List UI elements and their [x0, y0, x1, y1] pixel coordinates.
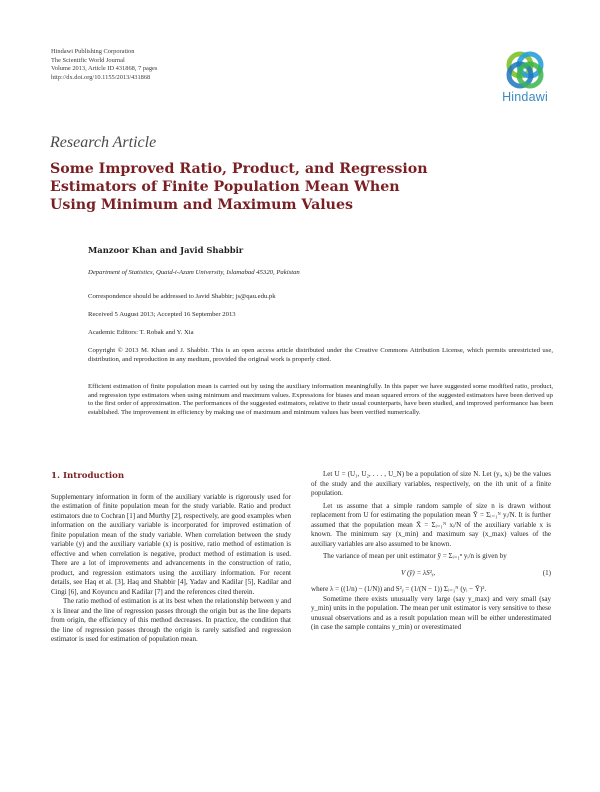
affiliation: Department of Statistics, Quaid-i-Azam University, Islamabad 45320, Pakistan — [88, 269, 300, 276]
hindawi-logo-text: Hindawi — [502, 90, 548, 104]
lambda-definition-paragraph: where λ = ((1/n) − (1/N)) and S²ᵧ = (1/(N − 1)) Σᵢ₌₁ᴺ (yᵢ − Ȳ)². — [311, 585, 487, 593]
population-definition-paragraph: Let U = (U₁, U₂, . . . , U_N) be a population of size N. Let (yᵢ, xᵢ) be the values of the study and the auxiliary variables, respectively, on the ith unit of a finite population. — [311, 470, 551, 497]
correspondence: Correspondence should be addressed to Javid Shabbir; js@qau.edu.pk — [88, 293, 276, 300]
equation-1-body: V (ȳ) = λS²ᵧ, — [401, 568, 436, 577]
volume-info: Volume 2013, Article ID 431868, 7 pages — [51, 65, 158, 73]
authors: Manzoor Khan and Javid Shabbir — [88, 245, 244, 255]
intro-paragraph-1: Supplementary information in form of the auxiliary variable is rigorously used for the estimation of finite population mean for the study variable. Ratio and product estimators due to Cochran [1] and Murthy [2], respectively, are good examples when information on the auxiliary variable is incorporated for improved estimation of finite population mean of the study variable. When correlation between the study variable (y) and the auxiliary variable (x) is positive, ratio method of estimation is effective and when correlation is negative, product method of estimation is used. There are a lot of improvements and advancements in the construction of ratio, product, and regression estimators using the auxiliary information. For recent details, see Haq et al. [3], Haq and Shabbir [4], Yadav and Kadilar [5], Kadilar and Cingi [6], and Koyuncu and Kadilar [7] and the references cited therein. — [51, 492, 291, 596]
academic-editors: Academic Editors: T. Robak and Y. Xia — [88, 329, 194, 336]
publication-info — [51, 48, 157, 82]
right-column — [311, 470, 551, 633]
variance-intro-paragraph: The variance of mean per unit estimator ȳ = Σᵢ₌₁ⁿ yᵢ/n is given by — [323, 552, 507, 560]
copyright-notice: Copyright © 2013 M. Khan and J. Shabbir. This is an open access article distributed under the Creative Commons Attribution License, which permits unrestricted use, distribution, and reproduction in any medium, provided the original work is properly cited. — [88, 347, 553, 363]
article-title: Some Improved Ratio, Product, and Regression Estimators of Finite Population Mean When Using Minimum and Maximum Values — [50, 161, 428, 213]
intro-paragraph-2: The ratio method of estimation is at its best when the relationship between y and x is linear and the line of regression passes through the origin but as the line departs from origin, the efficiency of this method decreases. In practice, the condition that the line of regression passes through the origin is rarely satisfied and regression estimator is used for estimation of population mean. — [51, 597, 291, 643]
sampling-assumption-paragraph: Let us assume that a simple random sample of size n is drawn without replacement from U for estimating the population mean Ȳ = Σᵢ₌₁ᴺ yᵢ/N. It is further assumed that the population mean X̄ = Σᵢ₌₁ᴺ xᵢ/N of the auxiliary variable x is known. The minimum say (x_min) and maximum say (x_max) values of the auxiliary variables are also assumed to be known. — [311, 501, 551, 548]
unusual-units-paragraph: Sometime there exists unusually very large (say y_max) and very small (say y_min) units in the population. The mean per unit estimator is very sensitive to these unusual observations and as a result population mean will be either underestimated (in case the sample contains y_min) or overestimated — [311, 594, 551, 631]
publisher-name: Hindawi Publishing Corporation — [51, 48, 135, 55]
article-type: Research Article — [50, 134, 157, 151]
section-heading-introduction: 1. Introduction — [51, 471, 125, 481]
hindawi-logo-icon — [503, 48, 547, 92]
equation-1-number: (1) — [542, 568, 551, 577]
doi-link[interactable]: http://dx.doi.org/10.1155/2013/431868 — [51, 73, 151, 81]
hindawi-logo — [496, 48, 554, 108]
abstract: Efficient estimation of finite population mean is carried out by using the auxiliary information meaningfully. In this paper we have suggested some modified ratio, product, and regression type estimators when using minimum and maximum values. Expressions for biases and mean squared errors of the suggested estimators have been derived up to the first order of approximation. The performances of the suggested estimators, relative to their usual counterparts, have been studied, and improved performance has been established. The improvement in efficiency by making use of maximum and minimum values has been verified numerically. — [88, 383, 553, 416]
journal-name: The Scientific World Journal — [51, 56, 125, 64]
left-column — [51, 470, 291, 645]
received-accepted-dates: Received 5 August 2013; Accepted 16 September 2013 — [88, 311, 236, 318]
equation-1 — [311, 562, 551, 586]
